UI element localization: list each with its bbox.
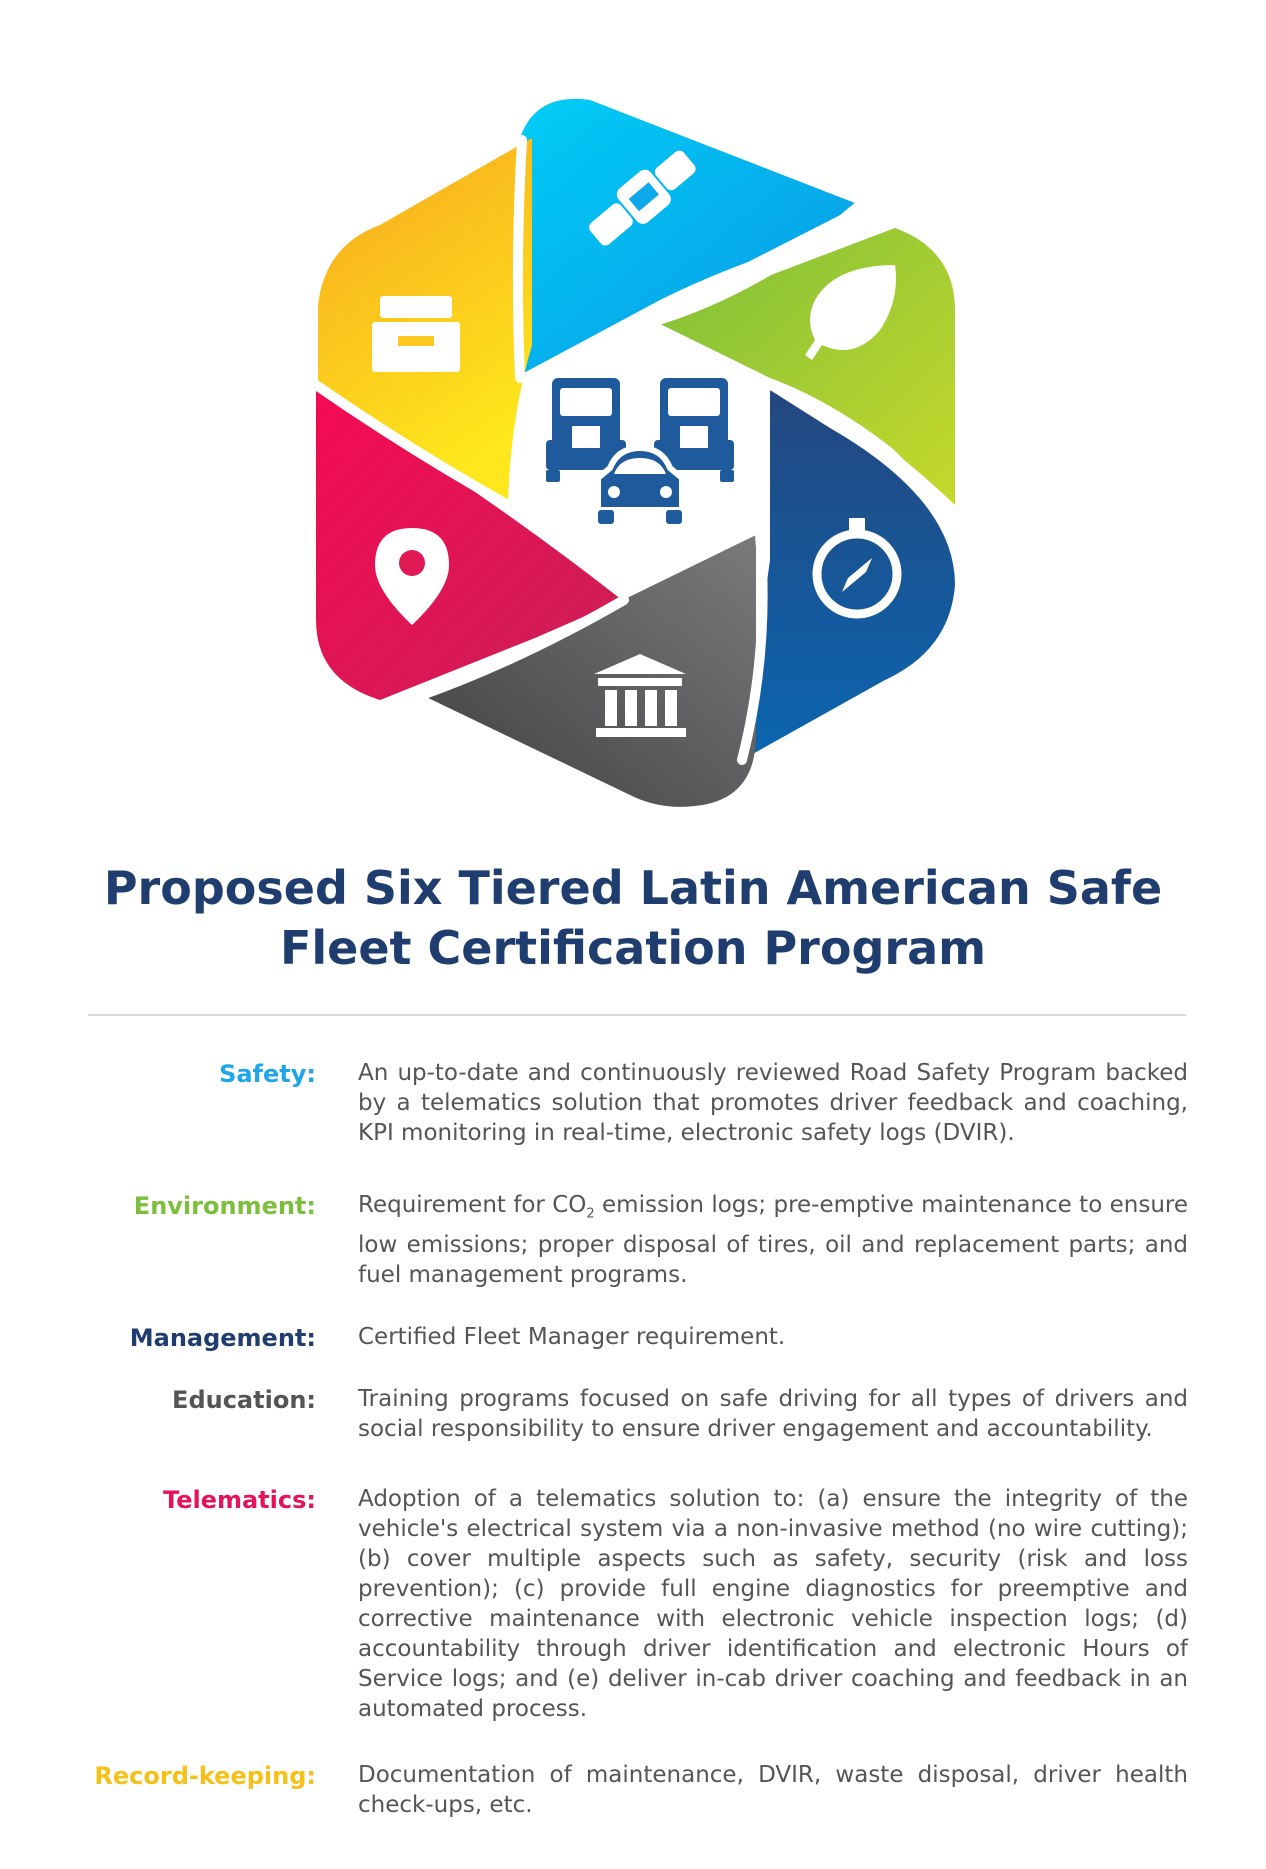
item-label: Environment: [133,1192,316,1220]
title-line-1: Proposed Six Tiered Latin American Safe [103,861,1163,915]
page-title [40,858,1226,978]
trucks-and-car-icon [546,378,734,524]
item-description: An up-to-date and continuously reviewed Road Safety Program backed by a telematics solution that promotes driver feedback and coaching, KPI monitoring in real-time, electronic safety logs (DVIR). [358,1060,1188,1146]
desc-part: emission logs; pre-emptive maintenance to ensure low emissions; proper disposal of tires, oil and replacement parts; and fuel management programs. [358,1192,1189,1288]
item-description: Adoption of a telematics solution to: (a) ensure the integrity of the vehicle's electrical system via a non-invasive method (no wire cutting); (b) cover multiple aspects such as safety, security (risk and loss prevention); (c) provide full engine diagnostics for preemptive and corrective maintenance with electronic vehicle inspection logs; (d) accountability through driver identification and electronic Hours of Service logs; and (e) deliver in-cab driver coaching and feedback in an automated process. [358,1486,1188,1722]
hexagon-logo [0,0,1266,820]
title-line-2: Fleet Certification Program [279,921,987,975]
item-education [0,1384,1266,1444]
item-telematics [0,1484,1266,1720]
item-description: Training programs focused on safe driving for all types of drivers and social responsibility to ensure driver engagement and accountability. [358,1386,1188,1442]
item-environment [0,1190,1266,1288]
item-management [0,1322,1266,1352]
item-label: Safety: [219,1060,316,1088]
desc-subscript: 2 [586,1206,595,1222]
item-safety [0,1058,1266,1150]
item-label: Management: [129,1324,316,1352]
desc-part: Requirement for CO [358,1192,587,1218]
item-recordkeeping [0,1760,1266,1820]
program-items [0,1058,1266,1860]
file-cabinet-icon [372,296,460,372]
item-description: Documentation of maintenance, DVIR, waste disposal, driver health check-ups, etc. [358,1762,1188,1818]
item-label: Record-keeping: [94,1762,316,1790]
divider [88,1014,1186,1016]
item-description [358,1190,1188,1290]
item-label: Education: [172,1386,316,1414]
item-description: Certified Fleet Manager requirement. [358,1324,786,1350]
item-label: Telematics: [163,1486,316,1514]
